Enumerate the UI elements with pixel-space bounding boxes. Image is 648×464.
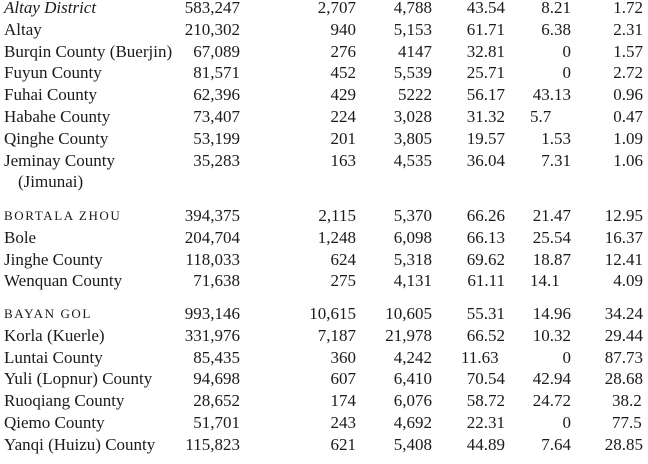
value-cell-col1: 394,375 [184, 206, 240, 225]
table-row [0, 412, 648, 434]
value-cell-col6: 1.72 [613, 0, 643, 17]
value-cell-col1: 85,435 [193, 347, 240, 367]
value-cell-col5: 1.53 [541, 128, 571, 148]
value-cell-col5: 0 [562, 41, 571, 61]
region-name: BAYAN GOL [4, 306, 92, 321]
value-cell-col2: 224 [330, 107, 356, 126]
table-row [0, 171, 648, 193]
value-cell-col2: 940 [330, 19, 356, 39]
value-cell-col4: 32.81 [466, 41, 505, 61]
value-cell-col3: 5,153 [393, 19, 432, 39]
value-cell-col4: 44.89 [466, 434, 505, 454]
value-cell-col4: 22.31 [466, 413, 505, 432]
region-name: Altay District [4, 0, 97, 17]
value-cell-col1: 204,704 [184, 227, 240, 247]
value-cell-col5: 7.31 [541, 150, 571, 170]
table-row [0, 390, 648, 412]
table-row [0, 41, 648, 63]
value-cell-col4: 61.71 [466, 19, 505, 39]
table-row [0, 62, 648, 84]
region-name: Luntai County [4, 347, 103, 367]
value-cell-col6: 29.44 [604, 325, 643, 345]
value-cell-col2: 2,707 [317, 0, 356, 17]
value-cell-col5: 5.7 [530, 107, 552, 126]
value-cell-col1: 67,089 [193, 41, 240, 61]
table-row [0, 84, 648, 106]
value-cell-col6: 1.57 [613, 41, 643, 61]
value-cell-col2: 7,187 [317, 325, 356, 345]
value-cell-col6: 4.09 [613, 271, 643, 291]
value-cell-col6: 0.96 [613, 85, 643, 105]
value-cell-col2: 275 [330, 271, 356, 291]
value-cell-col2: 243 [330, 413, 356, 432]
region-name: Jeminay County [4, 150, 115, 170]
value-cell-col3: 10,605 [385, 304, 432, 323]
value-cell-col5: 25.54 [532, 227, 571, 247]
region-name: Fuhai County [4, 85, 98, 105]
table-row [0, 106, 648, 128]
value-cell-col1: 51,701 [193, 413, 240, 432]
value-cell-col2: 276 [330, 41, 356, 61]
table-row [0, 270, 648, 292]
table-row [0, 347, 648, 369]
value-cell-col3: 4,692 [393, 413, 432, 432]
value-cell-col2: 174 [330, 391, 356, 411]
region-name: (Jimunai) [18, 172, 84, 192]
value-cell-col1: 35,283 [193, 150, 240, 170]
region-name: Korla (Kuerle) [4, 325, 105, 345]
region-name: Qinghe County [4, 128, 109, 148]
value-cell-col2: 607 [330, 369, 356, 389]
value-cell-col3: 5,318 [393, 249, 432, 269]
value-cell-col3: 3,805 [393, 128, 432, 148]
value-cell-col1: 73,407 [193, 107, 240, 126]
value-cell-col2: 429 [330, 85, 356, 105]
value-cell-col3: 4147 [398, 41, 432, 61]
value-cell-col1: 118,033 [185, 249, 240, 269]
value-cell-col6: 16.37 [604, 227, 643, 247]
value-cell-col3: 21,978 [385, 325, 432, 345]
value-cell-col6: 2.72 [613, 63, 643, 83]
region-name: Altay [4, 19, 42, 39]
value-cell-col5: 43.13 [532, 85, 571, 105]
value-cell-col1: 71,638 [193, 271, 240, 291]
region-name: Qiemo County [4, 413, 105, 432]
value-cell-col4: 66.26 [466, 206, 505, 225]
value-cell-col2: 1,248 [317, 227, 356, 247]
value-cell-col6: 38.2 [612, 391, 642, 411]
table-row [0, 227, 648, 249]
value-cell-col4: 19.57 [466, 128, 505, 148]
value-cell-col2: 360 [330, 347, 356, 367]
value-cell-col5: 42.94 [532, 369, 571, 389]
value-cell-col2: 624 [330, 249, 356, 269]
table-row [0, 434, 648, 456]
value-cell-col1: 331,976 [184, 325, 240, 345]
value-cell-col3: 5222 [398, 85, 432, 105]
value-cell-col4: 66.13 [466, 227, 505, 247]
table-row [0, 128, 648, 150]
table-row [0, 325, 648, 347]
value-cell-col4: 56.17 [466, 85, 505, 105]
value-cell-col3: 5,370 [393, 206, 432, 225]
region-name: Bole [4, 227, 37, 247]
value-cell-col2: 2,115 [318, 206, 356, 225]
region-name: Yanqi (Huizu) County [4, 434, 156, 454]
value-cell-col6: 77.5 [612, 413, 642, 432]
value-cell-col5: 6.38 [541, 19, 571, 39]
value-cell-col2: 163 [330, 150, 356, 170]
value-cell-col6: 87.73 [604, 347, 643, 367]
value-cell-col4: 58.72 [466, 391, 505, 411]
value-cell-col6: 28.85 [604, 434, 643, 454]
value-cell-col4: 70.54 [466, 369, 505, 389]
value-cell-col3: 5,539 [393, 63, 432, 83]
value-cell-col5: 24.72 [532, 391, 571, 411]
value-cell-col4: 43.54 [466, 0, 505, 17]
region-name: Yuli (Lopnur) County [4, 369, 153, 389]
value-cell-col6: 2.31 [613, 19, 643, 39]
value-cell-col5: 14.96 [532, 304, 571, 323]
value-cell-col6: 12.95 [604, 206, 643, 225]
value-cell-col4: 31.32 [466, 107, 505, 126]
value-cell-col4: 25.71 [466, 63, 505, 83]
region-name: BORTALA ZHOU [4, 208, 122, 223]
value-cell-col3: 6,076 [393, 391, 432, 411]
value-cell-col2: 452 [330, 63, 356, 83]
value-cell-col4: 61.11 [467, 271, 505, 291]
value-cell-col5: 14.1 [530, 271, 560, 291]
value-cell-col1: 62,396 [193, 85, 240, 105]
value-cell-col1: 94,698 [193, 369, 240, 389]
region-name: Wenquan County [4, 271, 123, 291]
region-name: Fuyun County [4, 63, 102, 83]
value-cell-col6: 34.24 [604, 304, 643, 323]
table-row [0, 368, 648, 390]
value-cell-col4: 11.63 [461, 347, 499, 367]
value-cell-col5: 8.21 [541, 0, 571, 17]
value-cell-col2: 621 [330, 434, 356, 454]
value-cell-col3: 5,408 [393, 434, 432, 454]
value-cell-col1: 53,199 [193, 128, 240, 148]
value-cell-col3: 6,410 [393, 369, 432, 389]
value-cell-col6: 0.47 [613, 107, 643, 126]
value-cell-col3: 4,242 [393, 347, 432, 367]
value-cell-col1: 210,302 [184, 19, 240, 39]
value-cell-col5: 0 [562, 63, 571, 83]
table-row [0, 205, 648, 227]
value-cell-col6: 28.68 [604, 369, 643, 389]
value-cell-col5: 18.87 [532, 249, 571, 269]
value-cell-col3: 4,131 [393, 271, 432, 291]
table-row [0, 0, 648, 19]
region-name: Burqin County (Buerjin) [4, 41, 173, 61]
region-name: Ruoqiang County [4, 391, 125, 411]
value-cell-col4: 55.31 [466, 304, 505, 323]
value-cell-col3: 4,535 [393, 150, 432, 170]
value-cell-col6: 1.09 [613, 128, 643, 148]
value-cell-col6: 1.06 [613, 150, 643, 170]
table-row [0, 19, 648, 41]
value-cell-col5: 21.47 [532, 206, 571, 225]
value-cell-col1: 28,652 [193, 391, 240, 411]
region-name: Habahe County [4, 107, 111, 126]
value-cell-col5: 7.64 [541, 434, 571, 454]
value-cell-col2: 10,615 [309, 304, 356, 323]
value-cell-col1: 81,571 [193, 63, 240, 83]
value-cell-col5: 0 [562, 347, 571, 367]
value-cell-col5: 10.32 [532, 325, 571, 345]
value-cell-col4: 69.62 [466, 249, 505, 269]
value-cell-col4: 36.04 [466, 150, 505, 170]
value-cell-col5: 0 [562, 413, 571, 432]
value-cell-col1: 115,823 [185, 434, 240, 454]
value-cell-col1: 993,146 [184, 304, 240, 323]
region-name: Jinghe County [4, 249, 103, 269]
value-cell-col4: 66.52 [466, 325, 505, 345]
value-cell-col3: 3,028 [393, 107, 432, 126]
value-cell-col3: 6,098 [393, 227, 432, 247]
value-cell-col6: 12.41 [604, 249, 643, 269]
value-cell-col1: 583,247 [184, 0, 240, 17]
table-row [0, 150, 648, 172]
table-row [0, 303, 648, 325]
table-row [0, 249, 648, 271]
value-cell-col3: 4,788 [393, 0, 432, 17]
value-cell-col2: 201 [330, 128, 356, 148]
